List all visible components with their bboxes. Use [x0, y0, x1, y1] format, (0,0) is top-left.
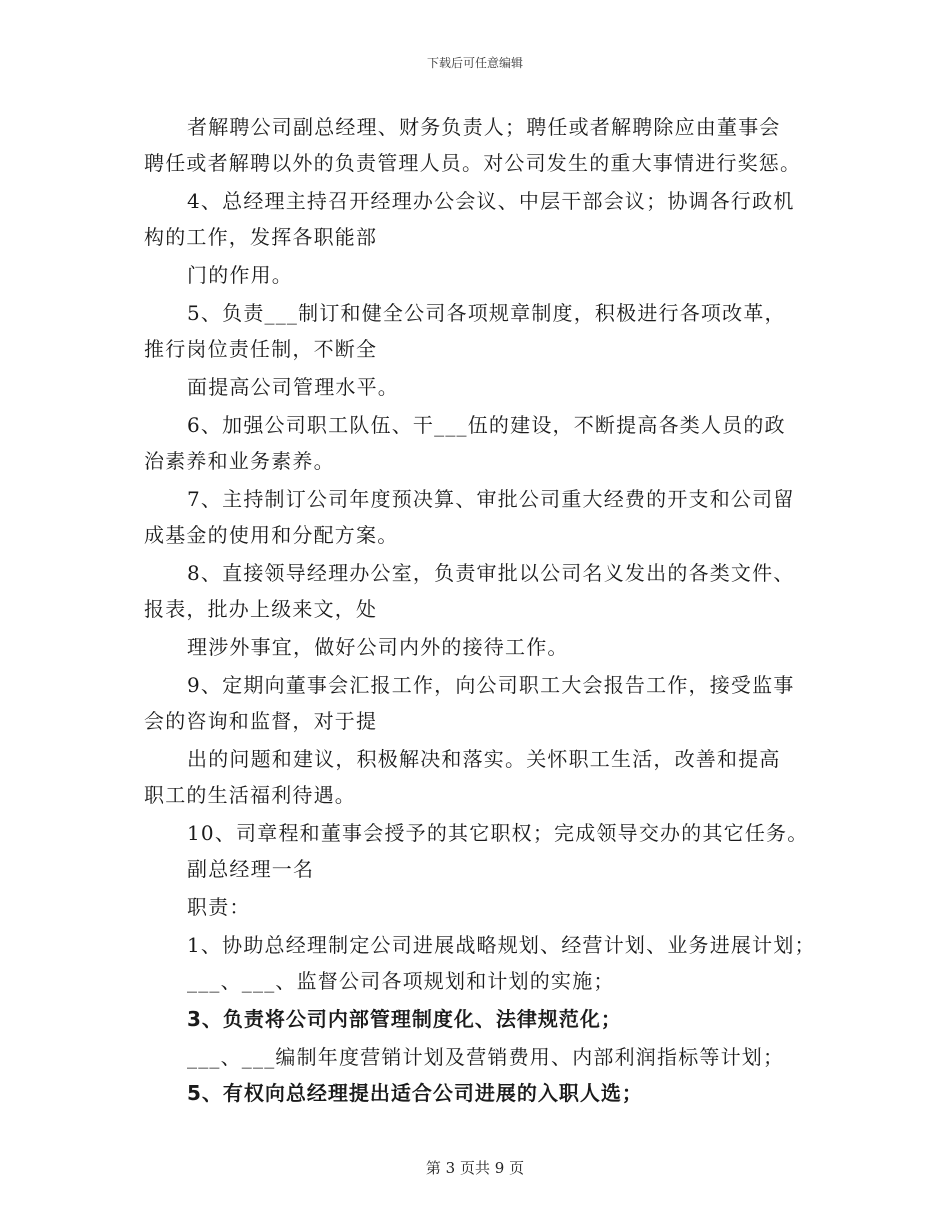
text-line: 6、加强公司职工队伍、干___伍的建设，不断提高各类人员的政 — [187, 413, 786, 437]
text-line: 8、直接领导经理办公室，负责审批以公司名义发出的各类文件、 — [187, 561, 795, 585]
text-line: 会的咨询和监督，对于提 — [144, 709, 378, 733]
text-line: ___、___、监督公司各项规划和计划的实施； — [187, 969, 615, 993]
text-line: 者解聘公司副总经理、财务负责人；聘任或者解聘除应由董事会 — [187, 115, 781, 139]
bold-text-line: 3、负责将公司内部管理制度化、法律规范化； — [187, 1007, 622, 1031]
text-line: 推行岗位责任制，不断全 — [144, 337, 378, 361]
text-line: 职工的生活福利待遇。 — [144, 783, 356, 807]
section-heading: 副总经理一名 — [187, 857, 315, 881]
text-line: 报表，批办上级来文，处 — [144, 597, 378, 621]
text-line: 9、定期向董事会汇报工作，向公司职工大会报告工作，接受监事 — [187, 673, 795, 697]
text-line: 治素养和业务素养。 — [144, 449, 335, 473]
text-line: 1、协助总经理制定公司进展战略规划、经营计划、业务进展计划； — [187, 933, 816, 957]
text-line: 5、负责___制订和健全公司各项规章制度，积极进行各项改革， — [187, 301, 786, 325]
header-note: 下载后可任意编辑 — [426, 56, 523, 70]
text-line: 面提高公司管理水平。 — [187, 375, 399, 399]
text-line: ___、___编制年度营销计划及营销费用、内部利润指标等计划； — [187, 1045, 785, 1069]
text-line: 门的作用。 — [187, 263, 293, 287]
text-line: 聘任或者解聘以外的负责管理人员。对公司发生的重大事情进行奖惩。 — [144, 151, 802, 175]
text-line: 职责： — [187, 895, 251, 919]
page-number: 第 3 页共 9 页 — [425, 1159, 525, 1177]
text-line: 构的工作，发挥各职能部 — [144, 225, 378, 249]
text-line: 成基金的使用和分配方案。 — [144, 523, 399, 547]
text-line: 10、司章程和董事会授予的其它职权；完成领导交办的其它任务。 — [187, 821, 809, 845]
bold-text-line: 5、有权向总经理提出适合公司进展的入职人选； — [187, 1081, 643, 1105]
text-line: 4、总经理主持召开经理办公会议、中层干部会议；协调各行政机 — [187, 189, 795, 213]
text-line: 7、主持制订公司年度预决算、审批公司重大经费的开支和公司留 — [187, 487, 795, 511]
text-line: 出的问题和建议，积极解决和落实。关怀职工生活，改善和提高 — [187, 747, 781, 771]
text-line: 理涉外事宜，做好公司内外的接待工作。 — [187, 635, 569, 659]
